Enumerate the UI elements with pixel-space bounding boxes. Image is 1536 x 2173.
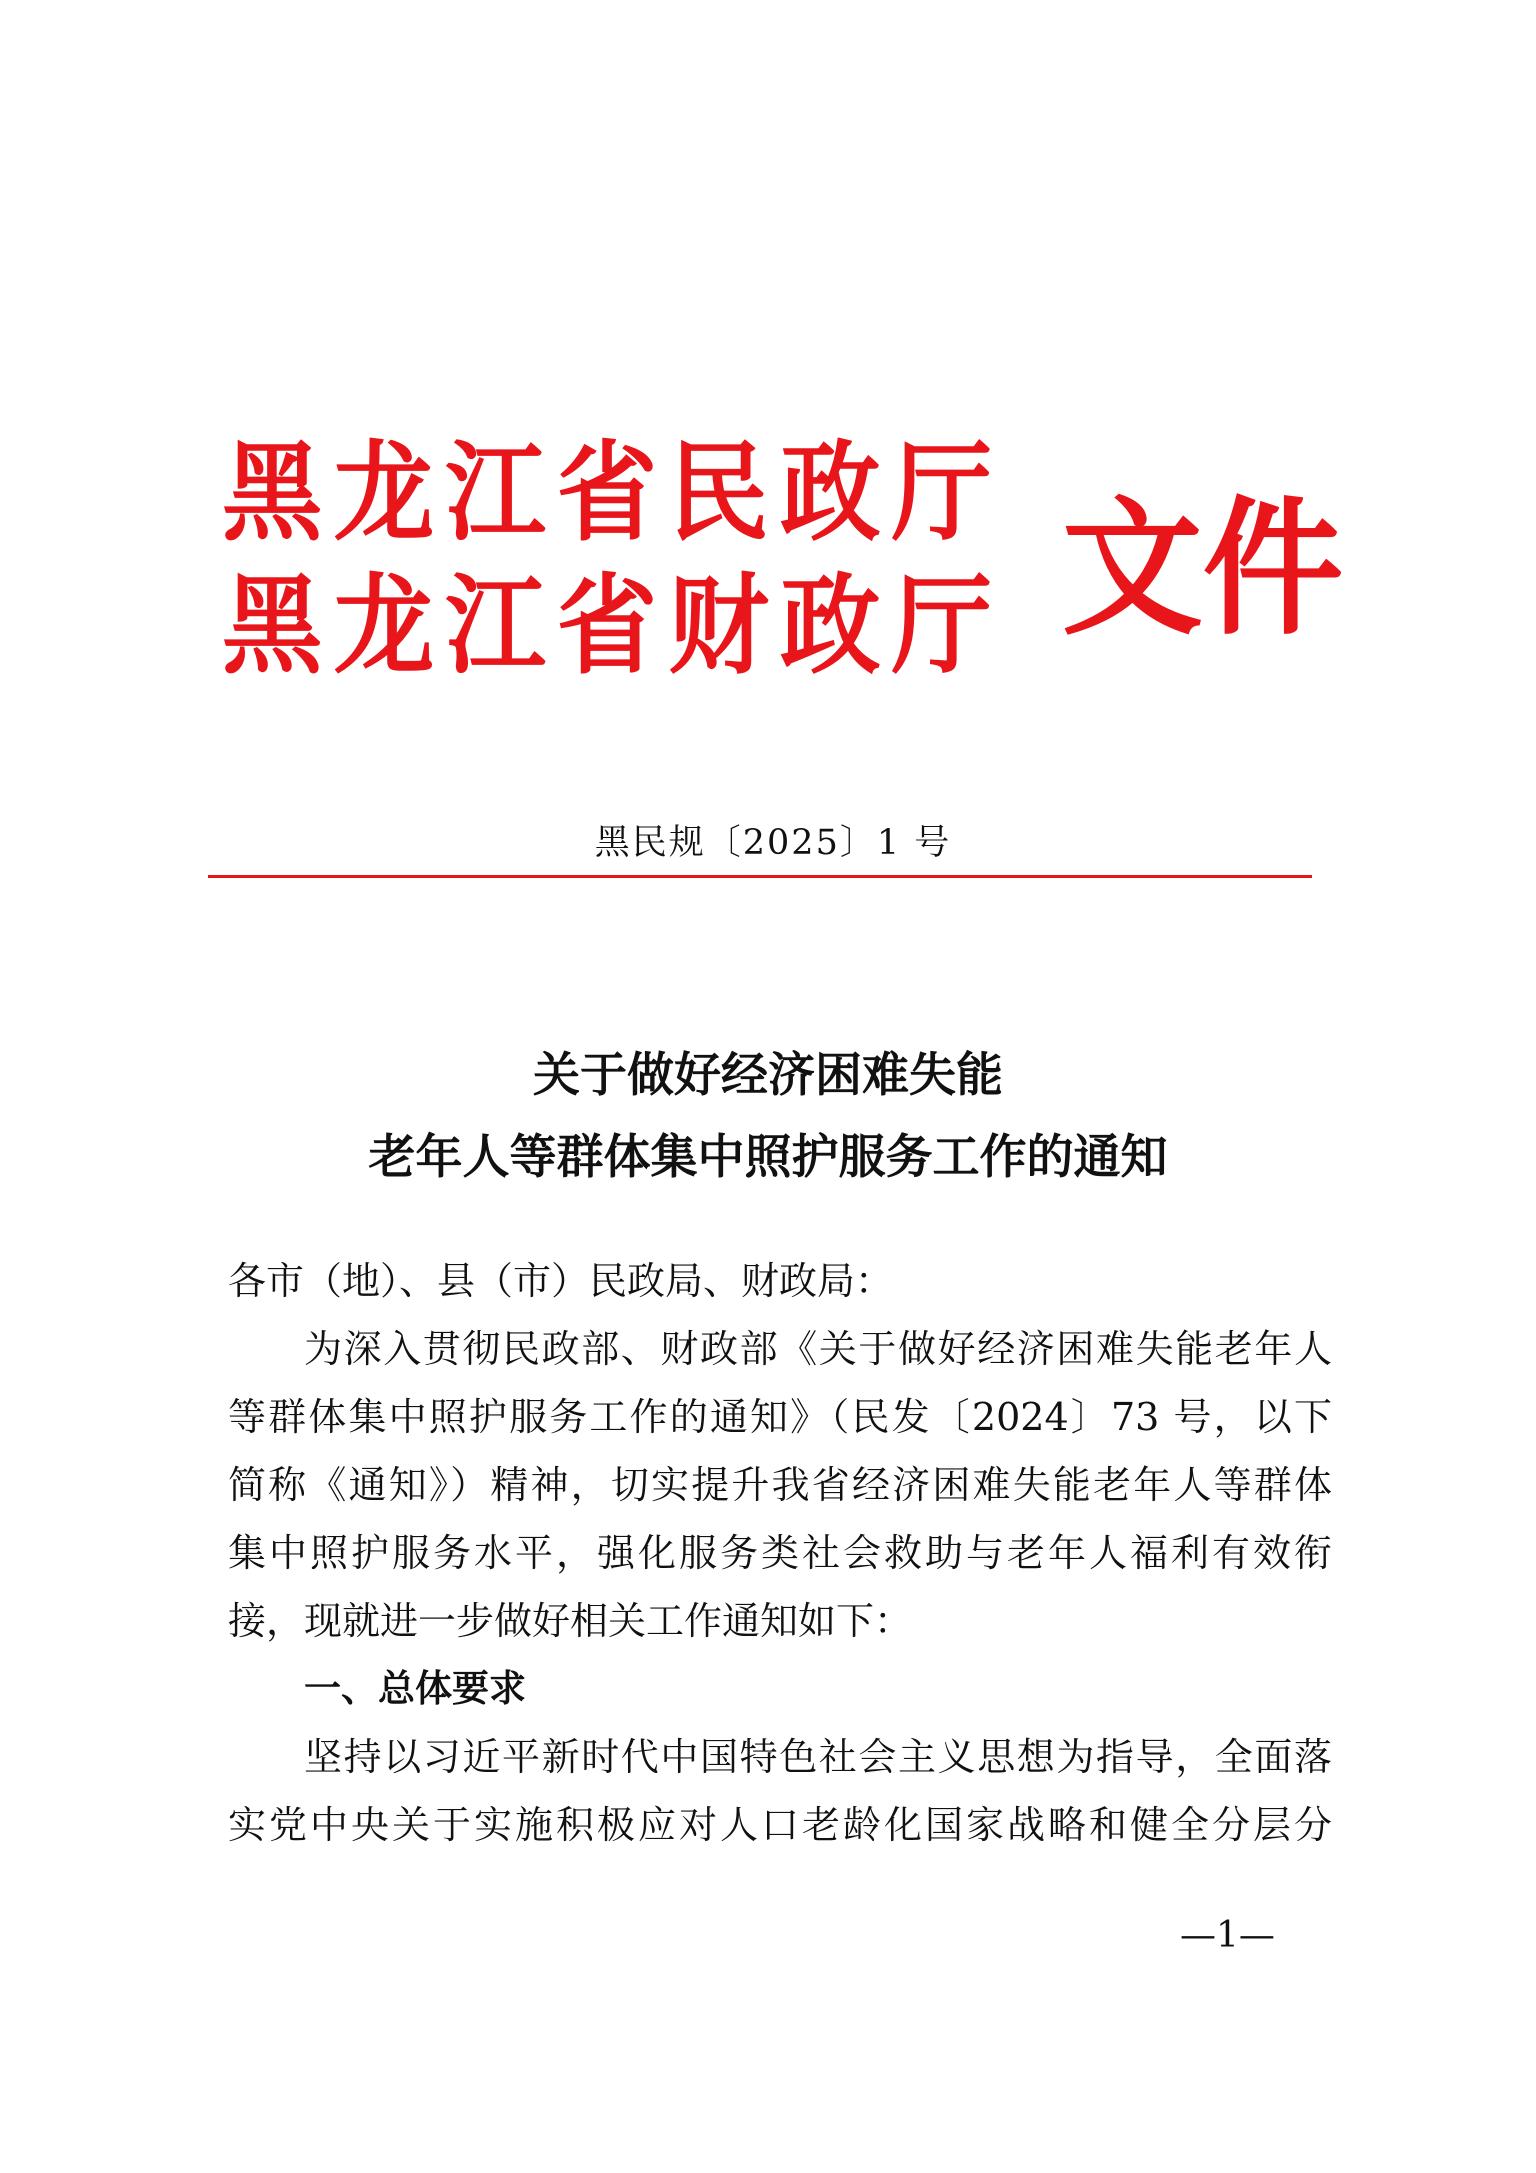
issuer-civil-affairs: 黑龙江省民政厅 — [222, 431, 1004, 556]
paragraph-line: 集中照护服务水平，强化服务类社会救助与老年人福利有效衔 — [228, 1531, 1332, 1575]
document-title — [0, 1035, 1536, 1199]
paragraph-line: 接，现就进一步做好相关工作通知如下： — [228, 1599, 913, 1643]
title-line-1: 关于做好经济困难失能 — [533, 1048, 1003, 1103]
paragraph-line: 坚持以习近平新时代中国特色社会主义思想为指导，全面落 — [304, 1735, 1332, 1779]
document-header — [222, 431, 1344, 690]
paragraph-2 — [228, 1723, 1332, 1859]
red-divider-line — [208, 875, 1312, 878]
document-number: 黑民规〔2025〕1 号 — [594, 823, 952, 863]
paragraph-line: 为深入贯彻民政部、财政部《关于做好经济困难失能老年人 — [304, 1327, 1332, 1371]
paragraph-line: 实党中央关于实施积极应对人口老龄化国家战略和健全分层分 — [228, 1803, 1332, 1847]
section-heading: 一、总体要求 — [304, 1667, 526, 1710]
paragraph-1 — [228, 1315, 1332, 1655]
file-label: 文件 — [1062, 483, 1344, 655]
issuer-finance: 黑龙江省财政厅 — [222, 564, 1004, 689]
paragraph-line: 等群体集中照护服务工作的通知》（民发〔2024〕73 号，以下 — [228, 1395, 1332, 1439]
page-number: —1— — [1180, 1915, 1275, 1956]
document-body — [228, 1247, 1332, 1859]
title-line-2: 老年人等群体集中照护服务工作的通知 — [368, 1130, 1168, 1185]
salutation: 各市（地）、县（市）民政局、财政局： — [228, 1259, 894, 1303]
paragraph-line: 简称《通知》）精神，切实提升我省经济困难失能老年人等群体 — [228, 1463, 1332, 1507]
